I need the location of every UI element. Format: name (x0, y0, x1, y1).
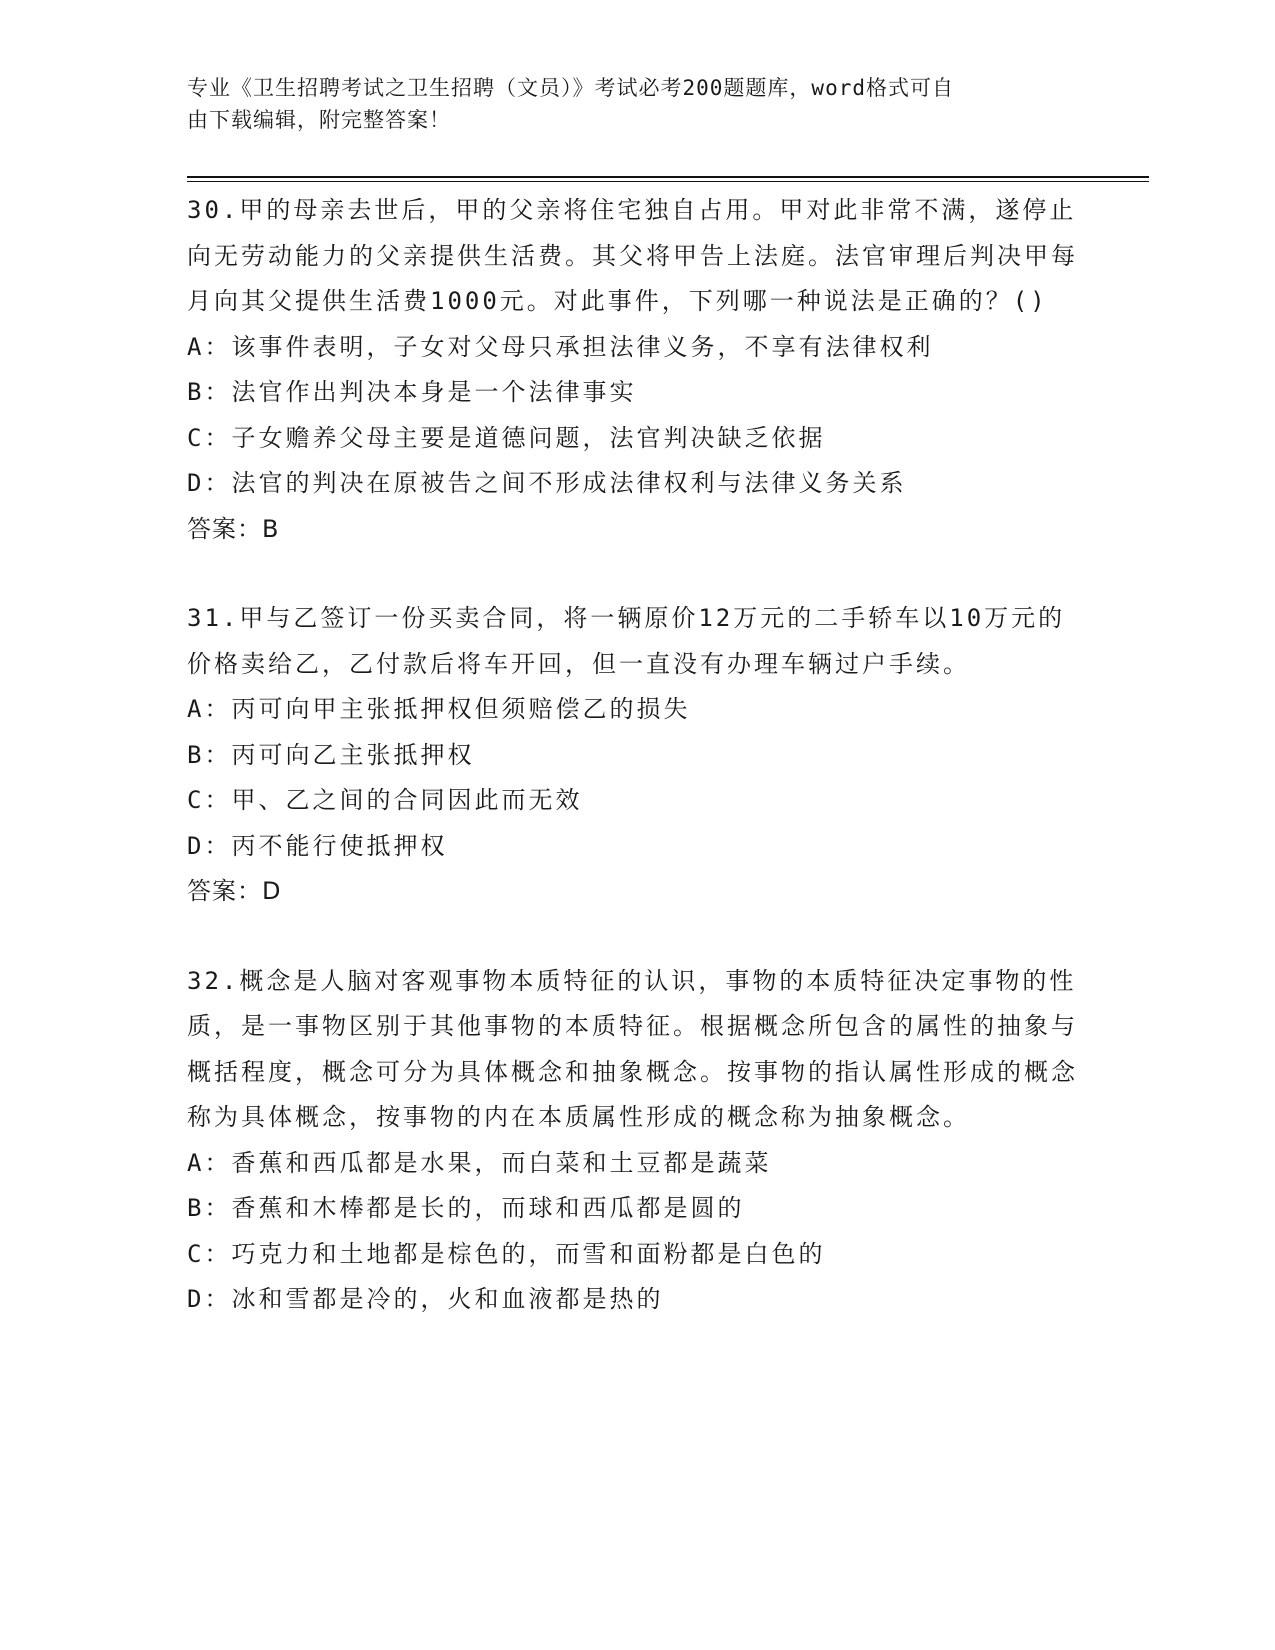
option-a: A：该事件表明，子女对父母只承担法律义务，不享有法律权利 (187, 332, 934, 361)
option-c: C：甲、乙之间的合同因此而无效 (187, 786, 583, 814)
option-b: B：法官作出判决本身是一个法律事实 (187, 378, 637, 406)
option-a: A：香蕉和西瓜都是水果，而白菜和土豆都是蔬菜 (187, 1148, 772, 1177)
question-stem: 30.甲的母亲去世后，甲的父亲将住宅独自占用。甲对此非常不满，遂停止向无劳动能力的父亲提供生活费。其父将甲告上法庭。法官审理后判决甲每月向其父提供生活费1000元。对此事件，下列哪一种说法是正确的？() (187, 196, 1078, 315)
option-d: D：丙不能行使抵押权 (187, 831, 448, 860)
option-c: C：子女赡养父母主要是道德问题，法官判决缺乏依据 (187, 423, 826, 452)
option-b: B：丙可向乙主张抵押权 (187, 740, 475, 769)
question-list (187, 188, 1147, 1367)
header-line-1: 专业《卫生招聘考试之卫生招聘（文员）》考试必考200题题库，word格式可自 (187, 76, 954, 100)
answer-label: 答案：B (187, 514, 280, 543)
question-32 (187, 959, 1147, 1323)
document-header (187, 72, 1067, 136)
option-d: D：冰和雪都是冷的，火和血液都是热的 (187, 1285, 664, 1313)
question-30 (187, 188, 1147, 552)
question-31 (187, 596, 1147, 915)
header-divider (187, 176, 1149, 182)
option-a: A：丙可向甲主张抵押权但须赔偿乙的损失 (187, 695, 691, 723)
option-d: D：法官的判决在原被告之间不形成法律权利与法律义务关系 (187, 469, 907, 497)
header-line-2: 由下载编辑，附完整答案！ (187, 108, 451, 132)
answer-label: 答案：D (187, 877, 282, 905)
question-stem: 32.概念是人脑对客观事物本质特征的认识，事物的本质特征决定事物的性质，是一事物区别于其他事物的本质特征。根据概念所包含的属性的抽象与概括程度，概念可分为具体概念和抽象概念。按事物的指认属性形成的概念称为具体概念，按事物的内在本质属性形成的概念称为抽象概念。 (187, 966, 1078, 1131)
question-stem: 31.甲与乙签订一份买卖合同，将一辆原价12万元的二手轿车以10万元的价格卖给乙，乙付款后将车开回，但一直没有办理车辆过户手续。 (187, 604, 1066, 678)
option-b: B：香蕉和木棒都是长的，而球和西瓜都是圆的 (187, 1194, 745, 1222)
option-c: C：巧克力和土地都是棕色的，而雪和面粉都是白色的 (187, 1239, 826, 1268)
